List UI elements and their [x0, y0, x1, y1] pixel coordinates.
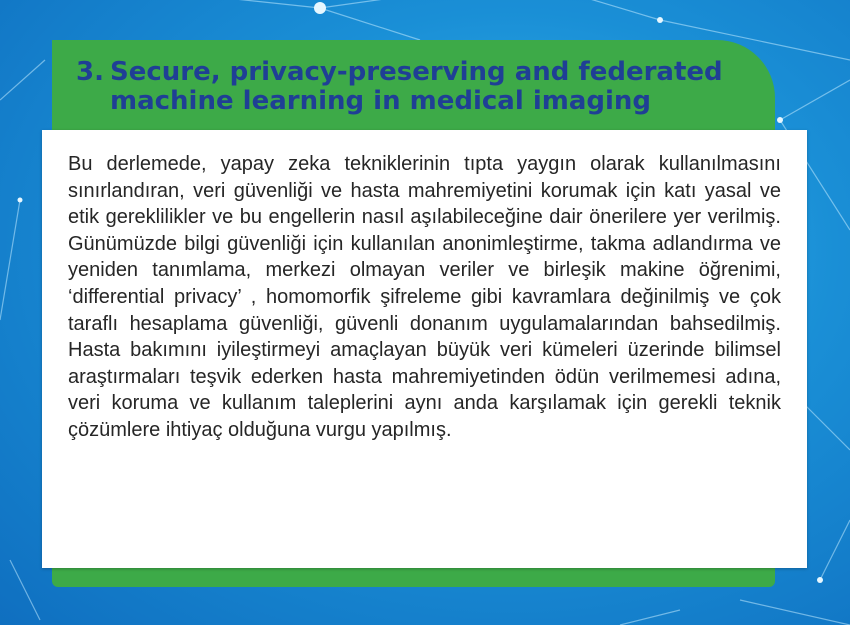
title-line-1: Secure, privacy-preserving and federated — [110, 57, 723, 87]
body-paragraph: Bu derlemede, yapay zeka tekniklerinin tıpta yaygın olarak kullanılmasını sınırlandıran, veri güvenliği ve hasta mahremiyetini korumak için katı yasal ve etik gereklilikler ve bu engellerin nasıl aşılabileceğine dair önerilere yer verilmiş. Günümüzde bilgi güvenliği için kullanılan anonimleştirme, takma adlandırma ve yeniden tanımlama, merkezi olmayan veriler ve birleşik makine öğrenimi, ‘differential privacy’ , homomorfik şifreleme gibi kavramlara değinilmiş ve çok taraflı hesaplama güvenliği, güvenli donanım uygulamalarından bahsedilmiş. Hasta bakımını iyileştirmeyi amaçlayan büyük veri kümeleri üzerinde bilimsel araştırmaları teşvik ederken hasta mahremiyetinden ödün verilmemesi adına, veri koruma ve kullanım taleplerini aynı anda karşılamak için gerekli teknik çözümlere ihtiyaç olduğuna vurgu yapılmış. — [68, 153, 781, 441]
section-number: 3. — [76, 57, 104, 87]
title-line-2: machine learning in medical imaging — [110, 86, 652, 116]
section-title — [76, 58, 756, 116]
